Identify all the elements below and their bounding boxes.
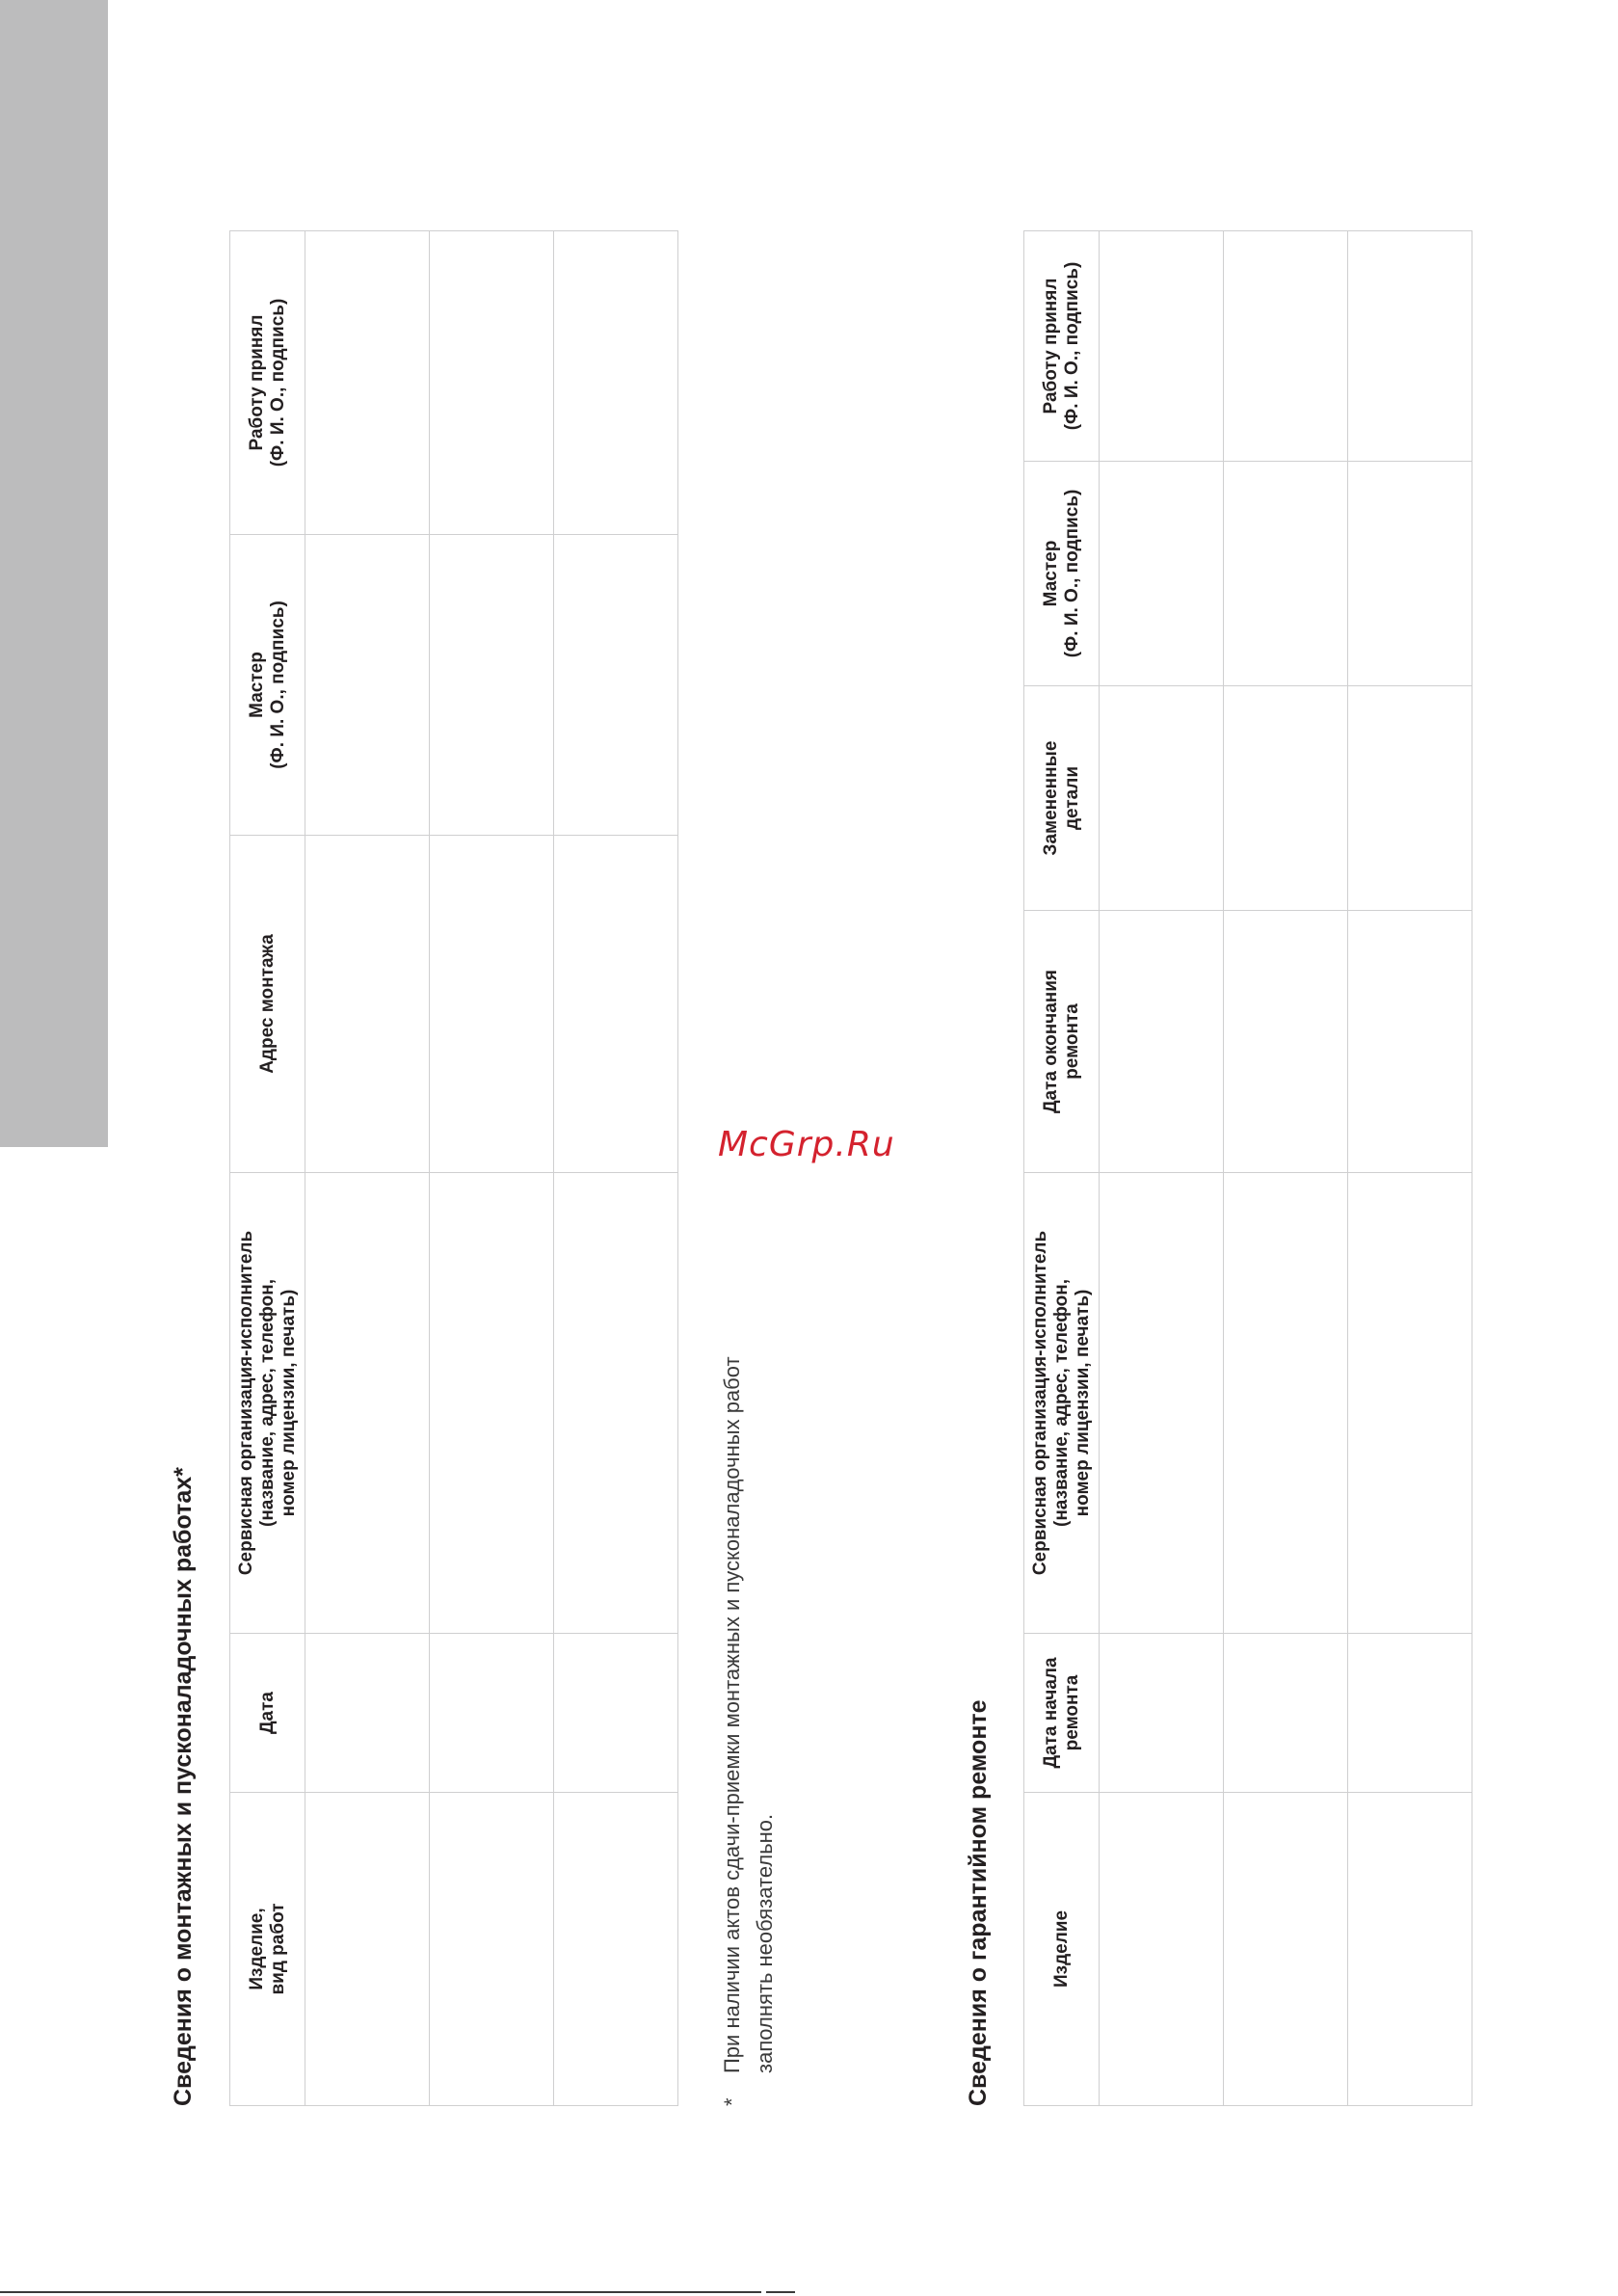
table-cell[interactable] <box>1100 1634 1224 1793</box>
table-cell[interactable] <box>430 535 554 836</box>
header-service-organization: Сервисная организация-исполнитель (название, адрес, телефон, номер лицензии, печать) <box>1024 1173 1100 1634</box>
header-product: Изделие <box>1024 1793 1100 2106</box>
header-repair-end-date: Дата окончания ремонта <box>1024 911 1100 1173</box>
table-cell[interactable] <box>1224 686 1348 911</box>
table-cell[interactable] <box>1348 1793 1472 2106</box>
warranty-table <box>1023 230 1472 2106</box>
table-cell[interactable] <box>430 1793 554 2106</box>
table-cell[interactable] <box>554 231 678 535</box>
table-cell[interactable] <box>1100 911 1224 1173</box>
table-cell[interactable] <box>1100 1173 1224 1634</box>
footnote-line-2: заполнять необязательно. <box>753 1813 777 2073</box>
table-cell[interactable] <box>430 836 554 1173</box>
table-row <box>430 231 554 2106</box>
footnote-mark: * <box>720 2097 744 2106</box>
header-accepted-by: Работу принял (Ф. И. О., подпись) <box>1024 231 1100 462</box>
header-date: Дата <box>230 1634 305 1793</box>
header-installation-address: Адрес монтажа <box>230 836 305 1173</box>
table-cell[interactable] <box>1224 231 1348 462</box>
table-cell[interactable] <box>1224 462 1348 686</box>
table-cell[interactable] <box>305 836 430 1173</box>
table-cell[interactable] <box>305 1634 430 1793</box>
table-cell[interactable] <box>1348 462 1472 686</box>
table-row <box>1100 231 1224 2106</box>
header-service-organization: Сервисная организация-исполнитель (название, адрес, телефон, номер лицензии, печать) <box>230 1173 305 1634</box>
header-master: Мастер (Ф. И. О., подпись) <box>1024 462 1100 686</box>
footnote-line-1: При наличии актов сдачи-приемки монтажных и пусконаладочных работ <box>720 1356 744 2073</box>
table-cell[interactable] <box>1100 1793 1224 2106</box>
table-row <box>1348 231 1472 2106</box>
table-cell[interactable] <box>305 1793 430 2106</box>
table-cell[interactable] <box>1224 1173 1348 1634</box>
installation-header-row <box>230 231 305 2106</box>
table-cell[interactable] <box>430 231 554 535</box>
table-cell[interactable] <box>305 231 430 535</box>
table-cell[interactable] <box>305 535 430 836</box>
table-cell[interactable] <box>1348 231 1472 462</box>
table-cell[interactable] <box>1224 911 1348 1173</box>
table-cell[interactable] <box>430 1634 554 1793</box>
table-cell[interactable] <box>1348 911 1472 1173</box>
footnote <box>716 1356 782 2106</box>
table-cell[interactable] <box>1348 686 1472 911</box>
table-cell[interactable] <box>554 1634 678 1793</box>
table-row <box>305 231 430 2106</box>
installation-section-title: Сведения о монтажных и пусконаладочных работах* <box>170 1467 197 2106</box>
watermark: McGrp.Ru <box>718 1125 895 1164</box>
table-cell[interactable] <box>1100 231 1224 462</box>
table-row <box>554 231 678 2106</box>
header-accepted-by: Работу принял (Ф. И. О., подпись) <box>230 231 305 535</box>
header-repair-start-date: Дата начала ремонта <box>1024 1634 1100 1793</box>
header-replaced-parts: Замененные детали <box>1024 686 1100 911</box>
header-master: Мастер (Ф. И. О., подпись) <box>230 535 305 836</box>
header-product-worktype: Изделие, вид работ <box>230 1793 305 2106</box>
warranty-section-title: Сведения о гарантийном ремонте <box>965 1699 992 2106</box>
table-cell[interactable] <box>430 1173 554 1634</box>
table-cell[interactable] <box>554 1173 678 1634</box>
table-cell[interactable] <box>554 535 678 836</box>
table-cell[interactable] <box>1348 1634 1472 1793</box>
table-row <box>1224 231 1348 2106</box>
table-cell[interactable] <box>1224 1634 1348 1793</box>
table-cell[interactable] <box>1224 1793 1348 2106</box>
table-cell[interactable] <box>1348 1173 1472 1634</box>
warranty-header-row <box>1024 231 1100 2106</box>
table-cell[interactable] <box>554 836 678 1173</box>
installation-table <box>229 230 678 2106</box>
table-cell[interactable] <box>1100 686 1224 911</box>
table-cell[interactable] <box>554 1793 678 2106</box>
table-cell[interactable] <box>305 1173 430 1634</box>
table-cell[interactable] <box>1100 462 1224 686</box>
